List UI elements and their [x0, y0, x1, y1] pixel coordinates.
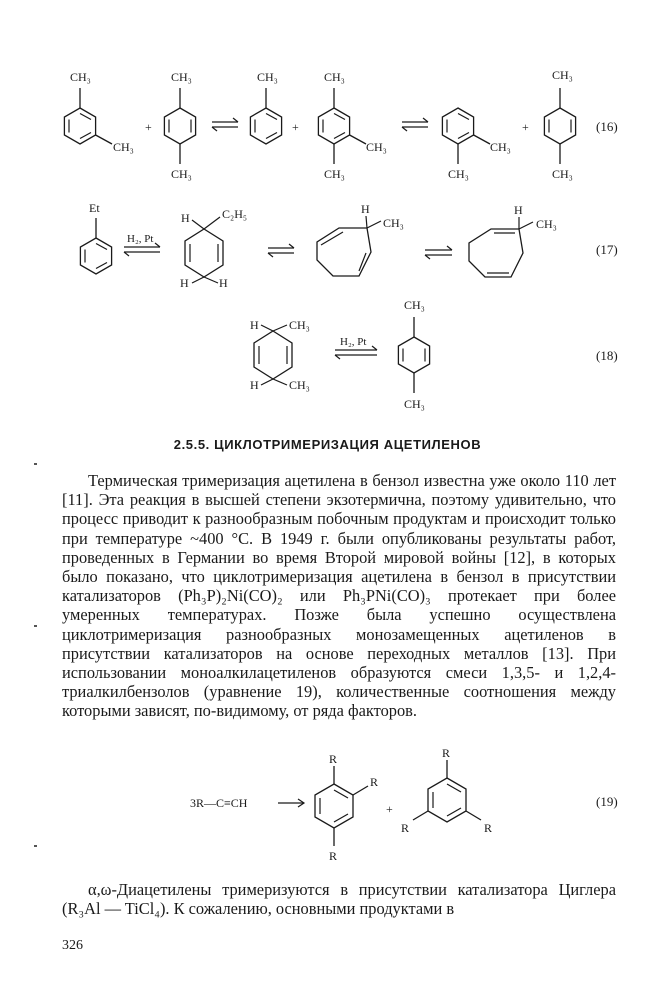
trialkylbenzene-135-structure: [413, 760, 481, 822]
p-xylene-structure: [164, 88, 195, 164]
page-number: 326: [62, 938, 83, 953]
pseudocumene-ch3-top: CH₃: [324, 70, 345, 84]
ethyl-label: Et: [89, 201, 100, 215]
catalyst-label: H₂, Pt: [127, 233, 154, 245]
p-xylene-ch3-bottom: CH₃: [552, 167, 573, 181]
plus-sign: +: [386, 802, 393, 816]
o-xylene-ch3-bottom: CH₃: [448, 167, 469, 181]
scan-speck: [34, 625, 37, 627]
equilibrium-arrow: [212, 118, 238, 131]
methyl-label: CH₃: [383, 216, 404, 230]
scan-speck: [34, 463, 37, 465]
methyl-label: CH₃: [289, 318, 310, 332]
reactant-label: 3R—C≡CH: [190, 796, 248, 810]
section-heading: 2.5.5. ЦИКЛОТРИМЕРИЗАЦИЯ АЦЕТИЛЕНОВ: [173, 437, 482, 452]
pseudocumene-ch3-right: CH₃: [366, 140, 387, 154]
reaction-schemes: [0, 0, 655, 440]
m-xylene-ch3-right: CH₃: [113, 140, 134, 154]
o-xylene-ch3-right: CH₃: [490, 140, 511, 154]
trialkylbenzene-124-structure: [315, 766, 368, 846]
p-xylene-ch3-top: CH₃: [404, 298, 425, 312]
paragraph: α,ω-Диацетилены тримеризуются в присутствии катализатора Циглера (R₃Al — TiCl₄). К сожалению, основными продуктами в: [62, 880, 616, 919]
p-xylene-ch3-top: CH₃: [552, 68, 573, 82]
h-label: H: [219, 276, 228, 290]
h-label: H: [361, 202, 370, 216]
ethylbenzene-structure: [80, 218, 111, 274]
p-xylene-structure: [398, 317, 429, 393]
equation-number: (16): [596, 119, 618, 134]
p-xylene-ch3-bottom: CH₃: [171, 167, 192, 181]
r-substituent: R: [484, 821, 493, 835]
toluene-structure: [250, 88, 281, 144]
h-label: H: [250, 318, 259, 332]
r-substituent: R: [442, 746, 451, 760]
m-xylene-ch3-top: CH₃: [70, 70, 91, 84]
r-substituent: R: [329, 752, 338, 766]
methylcycloheptatriene-structure: [317, 216, 381, 276]
equilibrium-arrow: [425, 246, 452, 259]
reaction-arrow: [278, 799, 304, 807]
equation-19: [0, 740, 655, 870]
ethyl-group-label: C₂H₅: [222, 207, 248, 221]
methyl-label: CH₃: [289, 378, 310, 392]
h-label: H: [181, 211, 190, 225]
equation-number: (17): [596, 242, 618, 257]
methylcycloheptatriene-structure: [469, 217, 533, 277]
pseudocumene-ch3-bottom: CH₃: [324, 167, 345, 181]
h-label: H: [250, 378, 259, 392]
plus-sign: +: [292, 120, 299, 134]
equation-18: [250, 298, 618, 411]
methyl-label: CH₃: [536, 217, 557, 231]
equation-17: [80, 201, 617, 290]
h-label: H: [514, 203, 523, 217]
equation-16: [64, 68, 617, 181]
equation-number: (18): [596, 348, 618, 363]
scan-speck: [34, 845, 37, 847]
pseudocumene-structure: [318, 88, 366, 164]
p-xylene-ch3-bottom: CH₃: [404, 397, 425, 411]
plus-sign: +: [522, 120, 529, 134]
p-xylene-structure: [544, 88, 575, 164]
paragraph: Термическая тримеризация ацетилена в бензол известна уже около 110 лет [11]. Эта реакция в высшей степени экзотермична, поэтому удивительно, что процесс приводит к разнообразным побочным продуктам и происходит только при температуре ~400 °C. В 1949 г. были опубликованы результаты работ, проведенных в Германии во время Второй мировой войны [12], в которых было показано, что циклотримеризация ацетилена в бензол в присутствии катализаторов (Ph₃P)₂Ni(CO)₂ или Ph₃PNi(CO)₃ протекает при более умеренных температурах. Позже была успешно осуществлена циклотримеризация разнообразных монозамещенных ацетиленов в присутствии катализаторов на основе переходных металлов [13]. При использовании моноалкилацетиленов образуются смеси 1,3,5- и 1,2,4-триалкилбензолов (уравнение 19), количественные соотношения между которыми зависят, по-видимому, от ряда факторов.: [62, 471, 616, 721]
toluene-ch3: CH₃: [257, 70, 278, 84]
h-label: H: [180, 276, 189, 290]
m-xylene-structure: [64, 88, 112, 144]
r-substituent: R: [329, 849, 338, 863]
dimethyl-cyclohexadiene-structure: [254, 325, 292, 385]
equation-number: (19): [596, 794, 618, 809]
equilibrium-arrow: [268, 244, 294, 257]
p-xylene-ch3-top: CH₃: [171, 70, 192, 84]
equilibrium-arrow: [402, 118, 428, 131]
o-xylene-structure: [442, 108, 490, 164]
r-substituent: R: [370, 775, 379, 789]
ethyl-cyclohexadiene-structure: [185, 217, 223, 283]
catalyst-label: H₂, Pt: [340, 336, 367, 348]
r-substituent: R: [401, 821, 410, 835]
plus-sign: +: [145, 120, 152, 134]
